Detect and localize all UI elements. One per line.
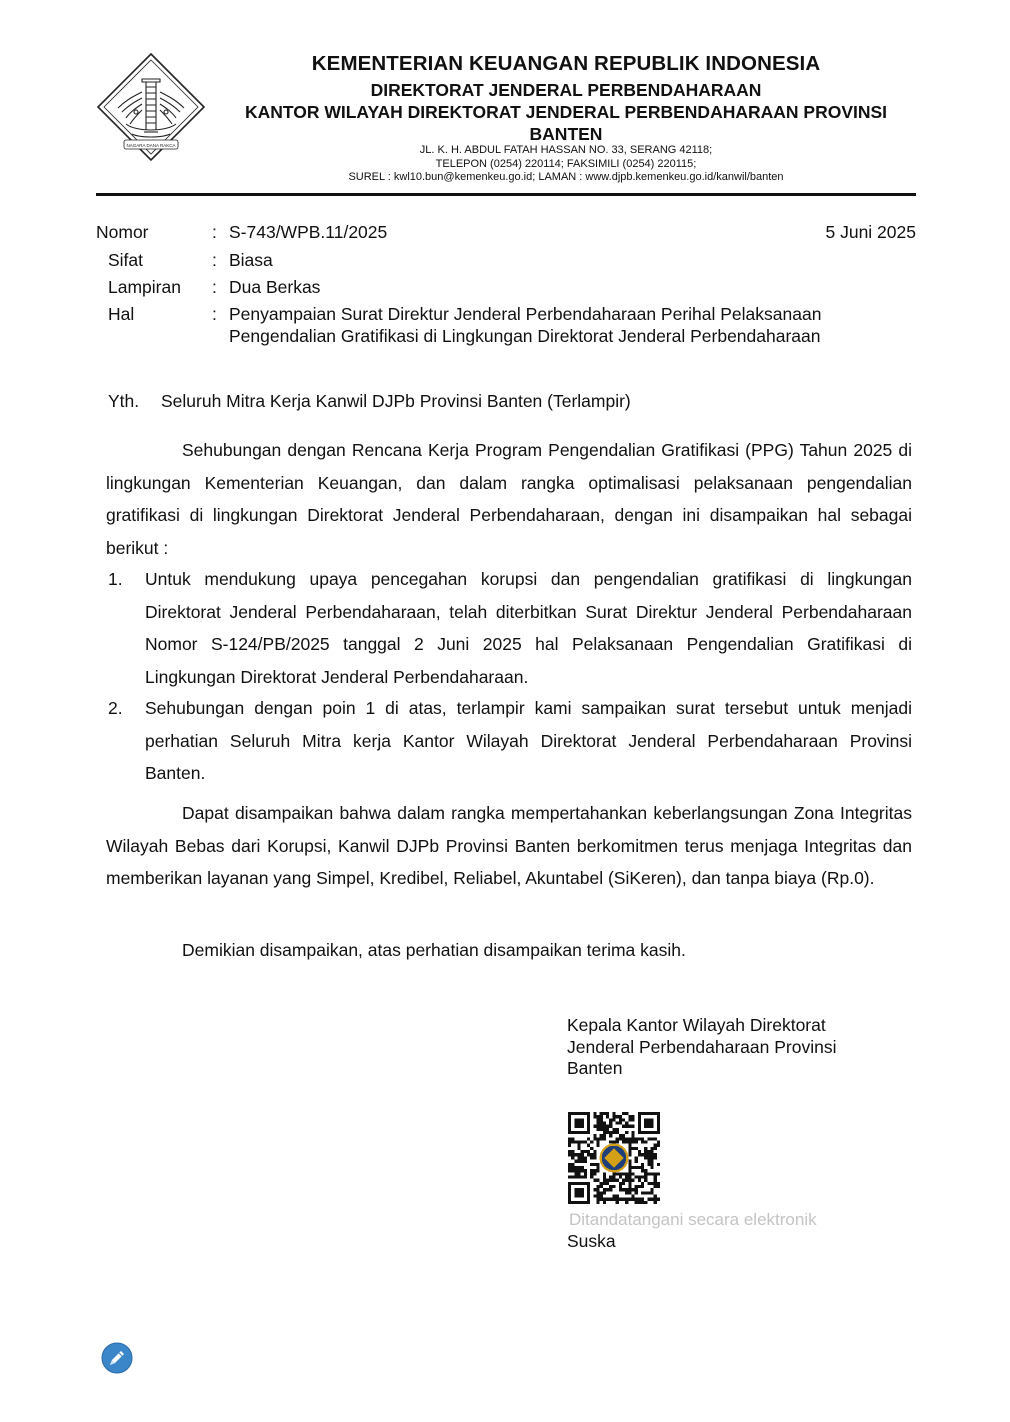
ministry-name: KEMENTERIAN KEUANGAN REPUBLIK INDONESIA xyxy=(311,52,821,75)
intro-paragraph: Sehubungan dengan Rencana Kerja Program Pengendalian Gratifikasi (PPG) Tahun 2025 di lingkungan Kementerian Keuangan, dan dalam rangka optimalisasi pelaksanaan pengendalian gratifikasi di lingkungan Direktorat Jenderal Perbendaharaan, dengan ini disampaikan hal sebagai berikut : xyxy=(106,440,912,558)
signatory-title-line: Kepala Kantor Wilayah Direktorat xyxy=(567,1015,826,1035)
lampiran-value: Dua Berkas xyxy=(229,277,321,297)
list-item xyxy=(108,563,912,693)
list-item-number: 1. xyxy=(108,569,123,589)
office-address: JL. K. H. ABDUL FATAH HASSAN NO. 33, SERANG 42118; xyxy=(419,144,713,156)
qr-code-icon xyxy=(568,1112,660,1204)
hal-value: Penyampaian Surat Direktur Jenderal Perbendaharaan Perihal Pelaksanaan Pengendalian Gratifikasi di Lingkungan Direktorat Jenderal Perbendaharaan xyxy=(229,304,822,346)
office-name: KANTOR WILAYAH DIREKTORAT JENDERAL PERBENDAHARAAN PROVINSI BANTEN xyxy=(244,102,888,144)
hal-label: Hal xyxy=(108,304,135,324)
edit-pen-icon[interactable] xyxy=(101,1342,133,1374)
closing-paragraph: Dapat disampaikan bahwa dalam rangka mempertahankan keberlangsungan Zona Integritas Wilayah Bebas dari Korupsi, Kanwil DJPb Provinsi Banten berkomitmen terus menjaga Integritas dan memberikan layanan yang Simpel, Kredibel, Reliabel, Akuntabel (SiKeren), dan tanpa biaya (Rp.0). xyxy=(106,803,912,888)
signatory-title xyxy=(567,1015,897,1080)
letter-date: 5 Juni 2025 xyxy=(825,222,916,242)
signatory-name: Suska xyxy=(567,1231,616,1251)
list-item-text: Sehubungan dengan poin 1 di atas, terlampir kami sampaikan surat tersebut untuk menjadi perhatian Seluruh Mitra kerja Kantor Wilayah Direktorat Jenderal Perbendaharaan Provinsi Banten. xyxy=(145,698,912,783)
recipient-value: Seluruh Mitra Kerja Kanwil DJPb Provinsi Banten (Terlampir) xyxy=(161,391,631,411)
list-item-number: 2. xyxy=(108,698,123,718)
emblem-ribbon-text: NAGARA DANA RAKCA xyxy=(126,143,176,148)
sifat-label: Sifat xyxy=(108,250,144,270)
directorate-name: DIREKTORAT JENDERAL PERBENDAHARAAN xyxy=(370,80,762,100)
esign-note: Ditandatangani secara elektronik xyxy=(569,1210,817,1229)
letterhead-divider xyxy=(96,193,916,196)
sifat-value: Biasa xyxy=(229,250,273,270)
nomor-value: S-743/WPB.11/2025 xyxy=(229,222,388,242)
nomor-label: Nomor xyxy=(96,222,149,242)
kemenkeu-emblem-icon xyxy=(96,52,206,162)
sifat-colon: : xyxy=(212,250,217,270)
signatory-title-line: Banten xyxy=(567,1058,623,1078)
list-item-text: Untuk mendukung upaya pencegahan korupsi dan pengendalian gratifikasi di lingkungan Direktorat Jenderal Perbendaharaan, telah diterbitkan Surat Direktur Jenderal Perbendaharaan Nomor S-124/PB/2025 tanggal 2 Juni 2025 hal Pelaksanaan Pengendalian Gratifikasi di Lingkungan Direktorat Jenderal Perbendaharaan. xyxy=(145,569,912,687)
recipient-label: Yth. xyxy=(108,391,140,411)
list-item xyxy=(108,692,912,790)
office-phone: TELEPON (0254) 220114; FAKSIMILI (0254) 220115; xyxy=(435,157,697,170)
nomor-colon: : xyxy=(212,222,217,242)
lampiran-colon: : xyxy=(212,277,217,297)
closing-remark: Demikian disampaikan, atas perhatian disampaikan terima kasih. xyxy=(182,940,686,960)
hal-colon: : xyxy=(212,304,217,324)
office-contact xyxy=(218,144,914,185)
office-email-web: SUREL : kwl10.bun@kemenkeu.go.id; LAMAN : www.djpb.kemenkeu.go.id/kanwil/banten xyxy=(348,171,784,183)
lampiran-label: Lampiran xyxy=(108,277,181,297)
signatory-title-line: Jenderal Perbendaharaan Provinsi xyxy=(567,1036,837,1057)
